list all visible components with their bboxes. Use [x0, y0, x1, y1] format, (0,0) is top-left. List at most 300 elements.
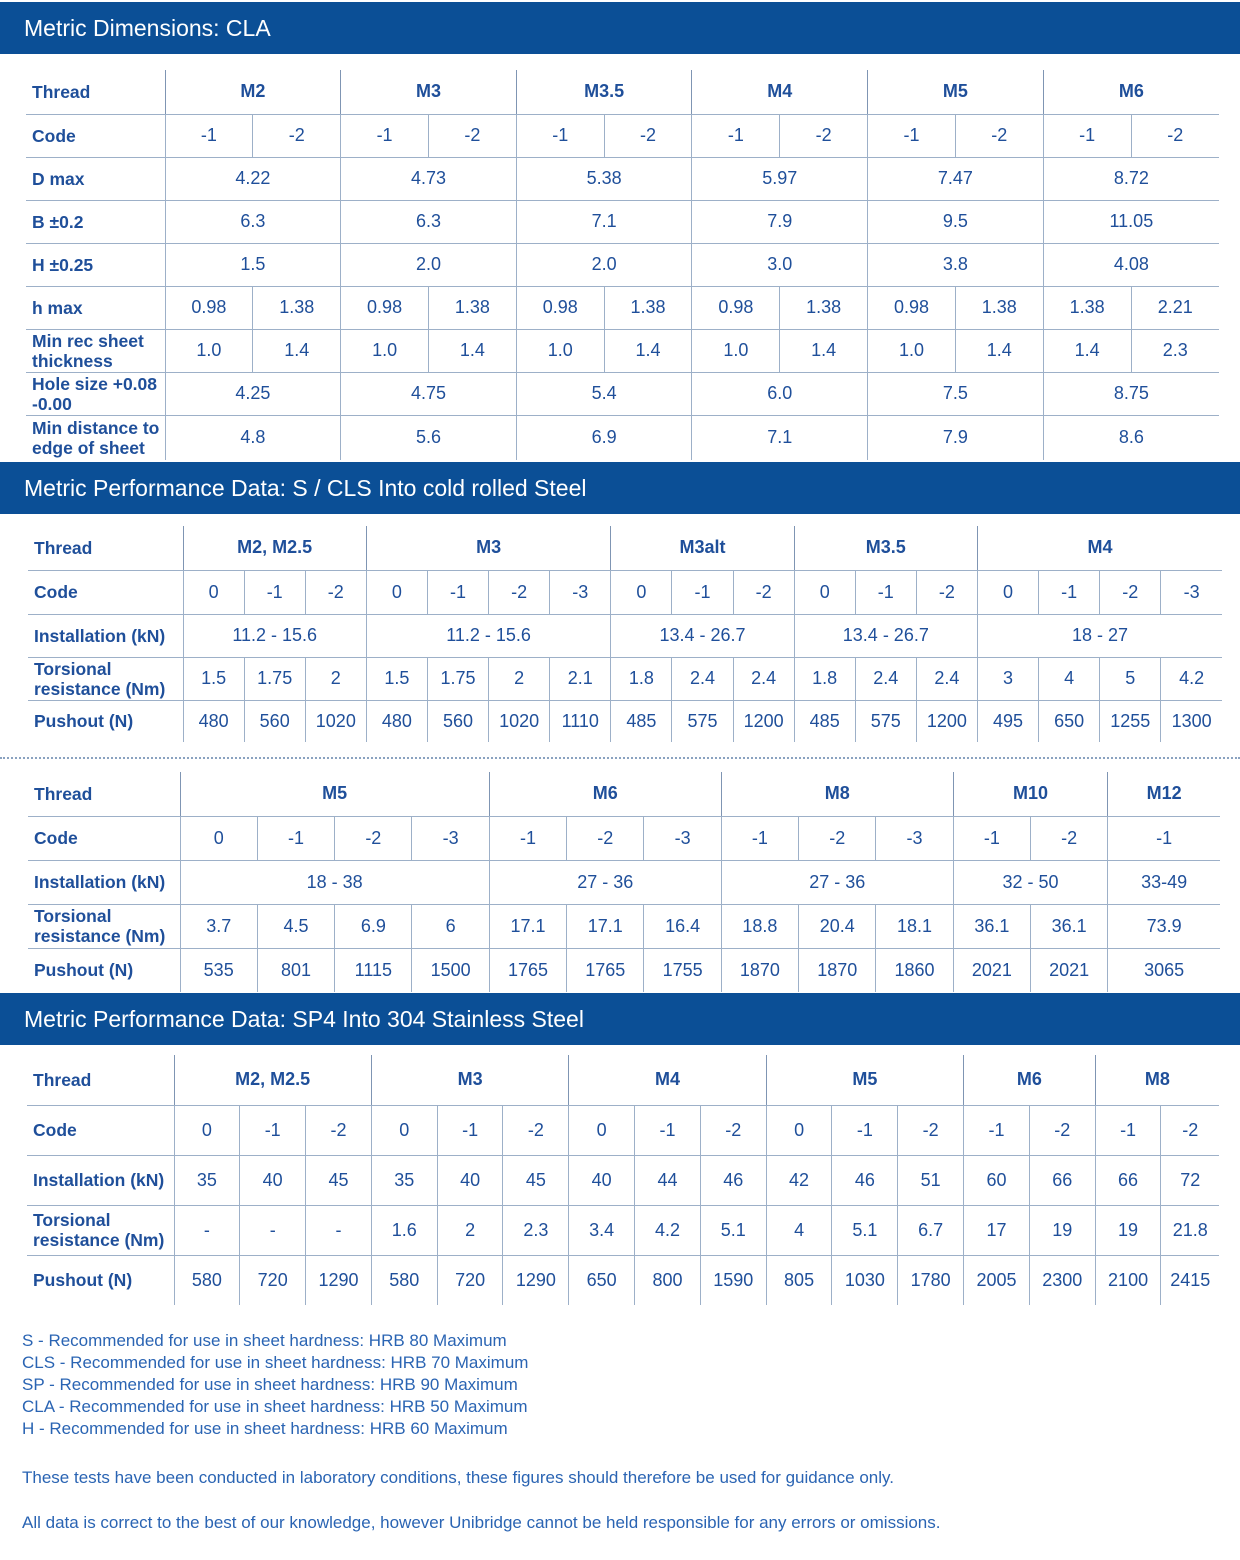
hardness-notes [22, 1330, 1222, 1440]
code-cell: -1 [489, 816, 566, 860]
value-cell: 18.1 [876, 904, 953, 948]
code-cell: -1 [240, 1105, 306, 1155]
code-cell: -3 [412, 816, 489, 860]
min-sheet-row [26, 329, 1219, 372]
value-cell: - [306, 1205, 372, 1255]
value-cell: 1.4 [1043, 329, 1131, 372]
value-cell: 1.75 [244, 657, 305, 700]
value-cell: 20.4 [799, 904, 876, 948]
thread-cell: M6 [1043, 70, 1219, 114]
value-cell: 1300 [1161, 700, 1222, 742]
value-cell: 1.4 [955, 329, 1043, 372]
cold-rolled-table-1 [28, 526, 1222, 742]
code-cell: 0 [174, 1105, 240, 1155]
value-cell: 0.98 [868, 286, 956, 329]
value-cell: 2005 [964, 1255, 1030, 1305]
note-line: CLS - Recommended for use in sheet hardness: HRB 70 Maximum [22, 1353, 529, 1372]
value-cell: 60 [964, 1155, 1030, 1205]
value-cell: 4.08 [1043, 243, 1219, 286]
thread-cell: M6 [489, 772, 721, 816]
code-cell: -1 [437, 1105, 503, 1155]
value-cell: 2100 [1095, 1255, 1161, 1305]
code-cell: -1 [635, 1105, 701, 1155]
row-label: Pushout (N) [34, 960, 134, 981]
thread-cell: M12 [1108, 772, 1220, 816]
row-label: Code [28, 570, 183, 614]
code-cell: -1 [672, 570, 733, 614]
value-cell: 42 [766, 1155, 832, 1205]
value-cell: 1.4 [780, 329, 868, 372]
code-cell: -2 [253, 114, 341, 157]
value-cell: 32 - 50 [953, 860, 1108, 904]
value-cell: 11.2 - 15.6 [366, 614, 610, 657]
value-cell: 1755 [644, 948, 721, 992]
code-cell: 0 [180, 816, 257, 860]
row-label: Code [27, 1105, 174, 1155]
value-cell: 1870 [799, 948, 876, 992]
value-cell: 485 [611, 700, 672, 742]
value-cell: 7.47 [868, 157, 1044, 200]
value-cell: 2.4 [733, 657, 794, 700]
value-cell: 2.1 [550, 657, 611, 700]
code-cell: -1 [165, 114, 253, 157]
value-cell: 2.0 [516, 243, 692, 286]
value-cell: 6.0 [692, 372, 868, 415]
value-cell: 6.7 [898, 1205, 964, 1255]
code-cell: -1 [855, 570, 916, 614]
value-cell: 73.9 [1108, 904, 1220, 948]
value-cell: 2.3 [1131, 329, 1219, 372]
value-cell: 580 [174, 1255, 240, 1305]
pushout-row [28, 948, 1220, 992]
value-cell: 5 [1100, 657, 1161, 700]
section-title-dimensions: Metric Dimensions: CLA [0, 2, 1240, 54]
value-cell: 1.5 [183, 657, 244, 700]
row-label: Min distance to edge of sheet [32, 417, 160, 458]
value-cell: 1.38 [253, 286, 341, 329]
value-cell: 6 [412, 904, 489, 948]
thread-cell: M3 [341, 70, 517, 114]
value-cell: 8.75 [1043, 372, 1219, 415]
installation-row [28, 860, 1220, 904]
code-cell: -2 [799, 816, 876, 860]
value-cell: 7.5 [868, 372, 1044, 415]
value-cell: 1.0 [516, 329, 604, 372]
section-title-stainless: Metric Performance Data: SP4 Into 304 Stainless Steel [0, 993, 1240, 1045]
value-cell: 1.6 [371, 1205, 437, 1255]
dotted-divider [0, 757, 1240, 759]
code-cell: -1 [964, 1105, 1030, 1155]
row-label: D max [26, 157, 165, 200]
code-cell: -1 [1108, 816, 1220, 860]
value-cell: 560 [244, 700, 305, 742]
value-cell: 4.2 [1161, 657, 1222, 700]
value-cell: 575 [855, 700, 916, 742]
value-cell: 801 [257, 948, 334, 992]
code-cell: 0 [569, 1105, 635, 1155]
value-cell: 11.05 [1043, 200, 1219, 243]
value-cell: 720 [240, 1255, 306, 1305]
value-cell: 4.22 [165, 157, 341, 200]
code-cell: 0 [794, 570, 855, 614]
value-cell: 1.8 [794, 657, 855, 700]
guidance-disclaimer: These tests have been conducted in laboratory conditions, these figures should therefore be used for guidance only. [22, 1468, 894, 1487]
installation-row [27, 1155, 1219, 1205]
value-cell: 1.38 [604, 286, 692, 329]
code-cell: -2 [780, 114, 868, 157]
value-cell: 5.6 [341, 415, 517, 460]
thread-cell: M8 [721, 772, 953, 816]
thread-cell: M4 [977, 526, 1222, 570]
code-cell: -1 [427, 570, 488, 614]
thread-cell: M3 [371, 1055, 568, 1105]
value-cell: 535 [180, 948, 257, 992]
code-row [28, 570, 1222, 614]
value-cell: 4.73 [341, 157, 517, 200]
thread-cell: M2 [165, 70, 341, 114]
thread-cell: M3 [366, 526, 610, 570]
thread-row [26, 70, 1219, 114]
value-cell: 1765 [567, 948, 644, 992]
row-label: Hole size +0.08 -0.00 [26, 372, 165, 415]
note-line: CLA - Recommended for use in sheet hardness: HRB 50 Maximum [22, 1397, 528, 1416]
value-cell: 6.3 [165, 200, 341, 243]
value-cell: 7.1 [692, 415, 868, 460]
thread-row [27, 1055, 1219, 1105]
value-cell: 5.1 [832, 1205, 898, 1255]
value-cell: 8.6 [1043, 415, 1219, 460]
value-cell: 7.1 [516, 200, 692, 243]
code-cell: -2 [1161, 1105, 1219, 1155]
value-cell: 66 [1029, 1155, 1095, 1205]
value-cell: 6.9 [516, 415, 692, 460]
code-cell: 0 [977, 570, 1038, 614]
value-cell: 2 [489, 657, 550, 700]
value-cell: 1.4 [604, 329, 692, 372]
thread-cell: M6 [964, 1055, 1096, 1105]
installation-row [28, 614, 1222, 657]
value-cell: 1.5 [165, 243, 341, 286]
thread-cell: M3.5 [794, 526, 977, 570]
value-cell: 4.25 [165, 372, 341, 415]
value-cell: 1.0 [692, 329, 780, 372]
value-cell: 2.4 [855, 657, 916, 700]
value-cell: 1780 [898, 1255, 964, 1305]
value-cell: 800 [635, 1255, 701, 1305]
code-cell: -3 [876, 816, 953, 860]
value-cell: 5.4 [516, 372, 692, 415]
hmax-row [26, 286, 1219, 329]
code-cell: -2 [489, 570, 550, 614]
min-distance-row [26, 415, 1219, 460]
value-cell: 1255 [1100, 700, 1161, 742]
thread-cell: M3.5 [516, 70, 692, 114]
thread-row [28, 772, 1220, 816]
value-cell: 1.0 [165, 329, 253, 372]
value-cell: 1.38 [955, 286, 1043, 329]
code-cell: -1 [516, 114, 604, 157]
code-cell: -2 [700, 1105, 766, 1155]
note-line: S - Recommended for use in sheet hardness: HRB 80 Maximum [22, 1331, 507, 1350]
value-cell: 18.8 [721, 904, 798, 948]
value-cell: 2300 [1029, 1255, 1095, 1305]
value-cell: 17 [964, 1205, 1030, 1255]
value-cell: 1200 [733, 700, 794, 742]
value-cell: 40 [240, 1155, 306, 1205]
value-cell: 2.0 [341, 243, 517, 286]
value-cell: 2.4 [916, 657, 977, 700]
row-label: Code [26, 114, 165, 157]
note-line: H - Recommended for use in sheet hardness: HRB 60 Maximum [22, 1419, 508, 1438]
value-cell: 1.38 [428, 286, 516, 329]
row-label: Torsional resistance (Nm) [27, 1205, 174, 1255]
value-cell: 1115 [335, 948, 412, 992]
code-cell: -2 [955, 114, 1043, 157]
value-cell: 4.75 [341, 372, 517, 415]
thread-cell: M3alt [611, 526, 794, 570]
value-cell: 2415 [1161, 1255, 1219, 1305]
code-cell: -3 [550, 570, 611, 614]
code-cell: -3 [1161, 570, 1222, 614]
value-cell: 19 [1095, 1205, 1161, 1255]
value-cell: - [240, 1205, 306, 1255]
value-cell: 3 [977, 657, 1038, 700]
value-cell: 0.98 [165, 286, 253, 329]
value-cell: 720 [437, 1255, 503, 1305]
value-cell: 35 [174, 1155, 240, 1205]
value-cell: 36.1 [953, 904, 1030, 948]
code-cell: -1 [1039, 570, 1100, 614]
thread-cell: M4 [692, 70, 868, 114]
value-cell: 485 [794, 700, 855, 742]
code-cell: -2 [898, 1105, 964, 1155]
value-cell: 4 [766, 1205, 832, 1255]
value-cell: 1200 [916, 700, 977, 742]
value-cell: 2.4 [672, 657, 733, 700]
value-cell: 18 - 38 [180, 860, 489, 904]
liability-disclaimer: All data is correct to the best of our knowledge, however Unibridge cannot be held responsible for any errors or omissions. [22, 1513, 941, 1532]
hole-size-row [26, 372, 1219, 415]
value-cell: 1.0 [341, 329, 429, 372]
code-cell: -1 [868, 114, 956, 157]
value-cell: 17.1 [489, 904, 566, 948]
row-label: Thread [28, 526, 183, 570]
code-cell: -1 [1095, 1105, 1161, 1155]
value-cell: 5.38 [516, 157, 692, 200]
value-cell: 21.8 [1161, 1205, 1219, 1255]
code-cell: -2 [1031, 816, 1108, 860]
value-cell: 1030 [832, 1255, 898, 1305]
value-cell: 17.1 [567, 904, 644, 948]
value-cell: 9.5 [868, 200, 1044, 243]
value-cell: 495 [977, 700, 1038, 742]
value-cell: 560 [427, 700, 488, 742]
row-label: Thread [27, 1055, 174, 1105]
code-row [27, 1105, 1219, 1155]
code-cell: -2 [567, 816, 644, 860]
value-cell: 1290 [306, 1255, 372, 1305]
row-label: Code [28, 816, 180, 860]
code-cell: -1 [953, 816, 1030, 860]
value-cell: 1870 [721, 948, 798, 992]
value-cell: 7.9 [692, 200, 868, 243]
value-cell: 1.5 [366, 657, 427, 700]
code-cell: -1 [244, 570, 305, 614]
torsion-row [28, 904, 1220, 948]
row-label: h max [26, 286, 165, 329]
value-cell: 33-49 [1108, 860, 1220, 904]
row-label: Installation (kN) [28, 860, 180, 904]
dmax-row [26, 157, 1219, 200]
row-label: B ±0.2 [26, 200, 165, 243]
row-label: Pushout (N) [33, 1270, 133, 1291]
thread-row [28, 526, 1222, 570]
value-cell: 51 [898, 1155, 964, 1205]
value-cell: 6.9 [335, 904, 412, 948]
value-cell: 480 [183, 700, 244, 742]
code-cell: -2 [428, 114, 516, 157]
value-cell: 4.2 [635, 1205, 701, 1255]
code-cell: -2 [306, 1105, 372, 1155]
code-cell: -2 [1100, 570, 1161, 614]
value-cell: 72 [1161, 1155, 1219, 1205]
value-cell: 36.1 [1031, 904, 1108, 948]
row-label: Torsional resistance (Nm) [28, 904, 180, 948]
b-row [26, 200, 1219, 243]
code-row [26, 114, 1219, 157]
torsion-row [27, 1205, 1219, 1255]
section-title-cold-rolled: Metric Performance Data: S / CLS Into cold rolled Steel [0, 462, 1240, 514]
value-cell: 1.38 [780, 286, 868, 329]
value-cell: 35 [371, 1155, 437, 1205]
thread-cell: M2, M2.5 [174, 1055, 371, 1105]
value-cell: 5.1 [700, 1205, 766, 1255]
thread-cell: M8 [1095, 1055, 1219, 1105]
value-cell: 1590 [700, 1255, 766, 1305]
row-label: Thread [28, 772, 180, 816]
value-cell: 13.4 - 26.7 [611, 614, 794, 657]
code-cell: -1 [832, 1105, 898, 1155]
value-cell: 27 - 36 [489, 860, 721, 904]
thread-cell: M10 [953, 772, 1108, 816]
value-cell: 40 [569, 1155, 635, 1205]
code-cell: -2 [503, 1105, 569, 1155]
value-cell: 3.0 [692, 243, 868, 286]
pushout-row [27, 1255, 1219, 1305]
value-cell: 8.72 [1043, 157, 1219, 200]
value-cell: 2 [437, 1205, 503, 1255]
pushout-row [28, 700, 1222, 742]
value-cell: 45 [503, 1155, 569, 1205]
value-cell: 27 - 36 [721, 860, 953, 904]
code-row [28, 816, 1220, 860]
code-cell: -1 [692, 114, 780, 157]
code-cell: -3 [644, 816, 721, 860]
value-cell: 2021 [953, 948, 1030, 992]
value-cell: 1.38 [1043, 286, 1131, 329]
value-cell: 3.8 [868, 243, 1044, 286]
value-cell: 66 [1095, 1155, 1161, 1205]
value-cell: 580 [371, 1255, 437, 1305]
value-cell: 4.8 [165, 415, 341, 460]
thread-cell: M2, M2.5 [183, 526, 366, 570]
code-cell: 0 [366, 570, 427, 614]
row-label: Installation (kN) [28, 614, 183, 657]
row-label: Pushout (N) [34, 711, 134, 732]
value-cell: 11.2 - 15.6 [183, 614, 366, 657]
code-cell: -2 [1029, 1105, 1095, 1155]
row-label: Thread [26, 70, 165, 114]
value-cell: 3.4 [569, 1205, 635, 1255]
thread-cell: M5 [180, 772, 489, 816]
code-cell: 0 [183, 570, 244, 614]
value-cell: 2021 [1031, 948, 1108, 992]
value-cell: 1860 [876, 948, 953, 992]
value-cell: 45 [306, 1155, 372, 1205]
code-cell: 0 [371, 1105, 437, 1155]
row-label: Installation (kN) [27, 1155, 174, 1205]
code-cell: 0 [766, 1105, 832, 1155]
value-cell: 1.4 [428, 329, 516, 372]
value-cell: 1110 [550, 700, 611, 742]
cold-rolled-table-2 [28, 772, 1220, 992]
code-cell: 0 [611, 570, 672, 614]
value-cell: 3.7 [180, 904, 257, 948]
h-row [26, 243, 1219, 286]
value-cell: 44 [635, 1155, 701, 1205]
value-cell: 1.8 [611, 657, 672, 700]
row-label: Torsional resistance (Nm) [28, 657, 183, 700]
code-cell: -1 [257, 816, 334, 860]
value-cell: 480 [366, 700, 427, 742]
value-cell: 4.5 [257, 904, 334, 948]
code-cell: -2 [305, 570, 366, 614]
value-cell: 1290 [503, 1255, 569, 1305]
value-cell: 1.4 [253, 329, 341, 372]
value-cell: 2 [305, 657, 366, 700]
code-cell: -1 [341, 114, 429, 157]
code-cell: -2 [1131, 114, 1219, 157]
value-cell: 16.4 [644, 904, 721, 948]
code-cell: -1 [1043, 114, 1131, 157]
value-cell: 4 [1039, 657, 1100, 700]
thread-cell: M4 [569, 1055, 766, 1105]
value-cell: 3065 [1108, 948, 1220, 992]
value-cell: 19 [1029, 1205, 1095, 1255]
value-cell: 575 [672, 700, 733, 742]
value-cell: 7.9 [868, 415, 1044, 460]
value-cell: 2.3 [503, 1205, 569, 1255]
value-cell: 1020 [305, 700, 366, 742]
value-cell: 1500 [412, 948, 489, 992]
code-cell: -2 [335, 816, 412, 860]
value-cell: 1020 [489, 700, 550, 742]
value-cell: 1765 [489, 948, 566, 992]
value-cell: 5.97 [692, 157, 868, 200]
dimensions-table [26, 70, 1219, 460]
note-line: SP - Recommended for use in sheet hardness: HRB 90 Maximum [22, 1375, 518, 1394]
thread-cell: M5 [868, 70, 1044, 114]
value-cell: 0.98 [341, 286, 429, 329]
code-cell: -2 [916, 570, 977, 614]
value-cell: 805 [766, 1255, 832, 1305]
value-cell: 40 [437, 1155, 503, 1205]
value-cell: 46 [700, 1155, 766, 1205]
value-cell: 6.3 [341, 200, 517, 243]
value-cell: 13.4 - 26.7 [794, 614, 977, 657]
torsion-row [28, 657, 1222, 700]
code-cell: -2 [733, 570, 794, 614]
